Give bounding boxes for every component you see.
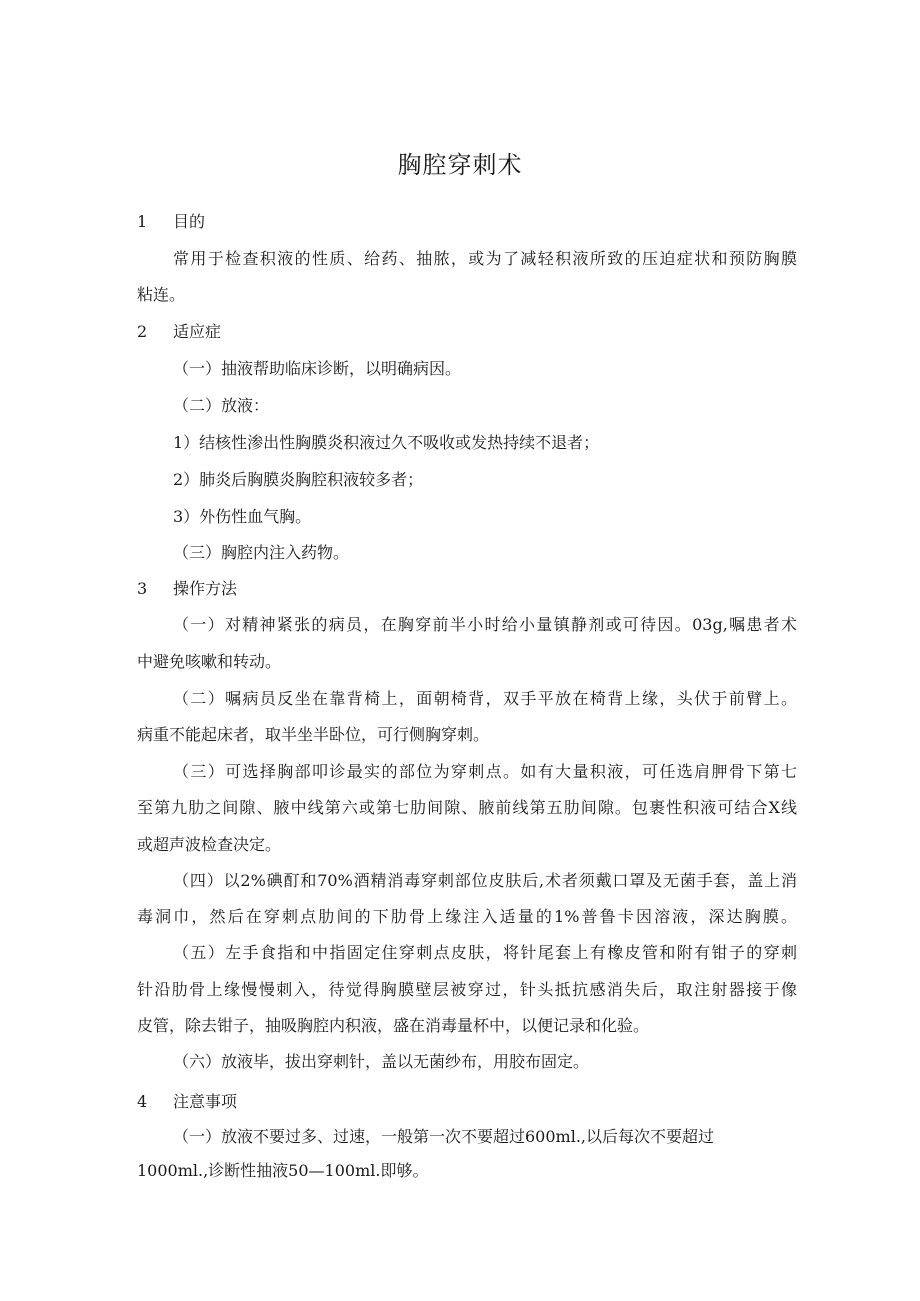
paragraph-line: 或超声波检查决定。	[137, 835, 282, 854]
section-title: 适应症	[173, 322, 222, 341]
paragraph-line: 皮管，除去钳子，抽吸胸腔内积液，盛在消毒量杯中，以便记录和化验。	[137, 1016, 650, 1035]
paragraph-line: 针沿肋骨上缘慢慢刺入，待觉得胸膜壁层被穿过，针头抵抗感消失后，取注射器接于像	[137, 980, 797, 999]
paragraph-line: （五）左手食指和中指固定住穿刺点皮肤，将针尾套上有橡皮管和附有钳子的穿刺	[173, 943, 797, 962]
list-item: （一）抽液帮助临床诊断，以明确病因。	[173, 359, 462, 378]
paragraph-line: 至第九肋之间隙、腋中线第六或第七肋间隙、腋前线第五肋间隙。包裹性积液可结合X线	[137, 798, 797, 817]
section-3-heading	[137, 578, 797, 600]
section-number: 3	[137, 579, 148, 598]
list-item: 1）结核性渗出性胸膜炎积液过久不吸收或发热持续不退者；	[173, 433, 600, 452]
list-item: （三）胸腔内注入药物。	[173, 543, 350, 562]
list-item: 3）外伤性血气胸。	[173, 507, 312, 526]
paragraph-line: 中避免咳嗽和转动。	[137, 652, 282, 671]
section-title: 注意事项	[173, 1092, 238, 1111]
paragraph-line: 毒洞巾，然后在穿刺点肋间的下肋骨上缘注入适量的1%普鲁卡因溶液，深达胸膜。	[137, 907, 797, 926]
section-number: 4	[137, 1092, 148, 1111]
paragraph-line: 1000ml.,诊断性抽液50—100ml.即够。	[137, 1161, 429, 1180]
paragraph-line: 病重不能起床者，取半坐半卧位，可行侧胸穿刺。	[137, 725, 490, 744]
section-1-heading	[137, 211, 797, 233]
section-4-heading	[137, 1091, 797, 1113]
list-item: （二）放液：	[173, 396, 270, 415]
section-number: 2	[137, 322, 148, 341]
paragraph-line: （一）放液不要过多、过速，一般第一次不要超过600ml.,以后每次不要超过	[173, 1127, 715, 1146]
paragraph-line: （三）可选择胸部叩诊最实的部位为穿刺点。如有大量积液，可任选肩胛骨下第七	[173, 762, 797, 781]
paragraph-line: 粘连。	[137, 285, 186, 304]
page-title: 胸腔穿刺术	[397, 151, 523, 179]
section-title: 操作方法	[173, 579, 238, 598]
paragraph-line: （一）对精神紧张的病员，在胸穿前半小时给小量镇静剂或可待因。03g,嘱患者术	[173, 615, 797, 634]
section-title: 目的	[173, 212, 206, 231]
paragraph-line: （四）以2%碘酊和70%酒精消毒穿刺部位皮肤后,术者须戴口罩及无菌手套，盖上消	[173, 871, 797, 890]
paragraph-line: （二）嘱病员反坐在靠背椅上，面朝椅背，双手平放在椅背上缘，头伏于前臂上。	[173, 689, 797, 708]
list-item: 2）肺炎后胸膜炎胸腔积液较多者；	[173, 470, 424, 489]
section-number: 1	[137, 212, 148, 231]
paragraph-line: （六）放液毕，拔出穿刺针，盖以无菌纱布，用胶布固定。	[173, 1052, 590, 1071]
section-2-heading	[137, 321, 797, 343]
paragraph-line: 常用于检查积液的性质、给药、抽脓，或为了减轻积液所致的压迫症状和预防胸膜	[173, 249, 797, 268]
